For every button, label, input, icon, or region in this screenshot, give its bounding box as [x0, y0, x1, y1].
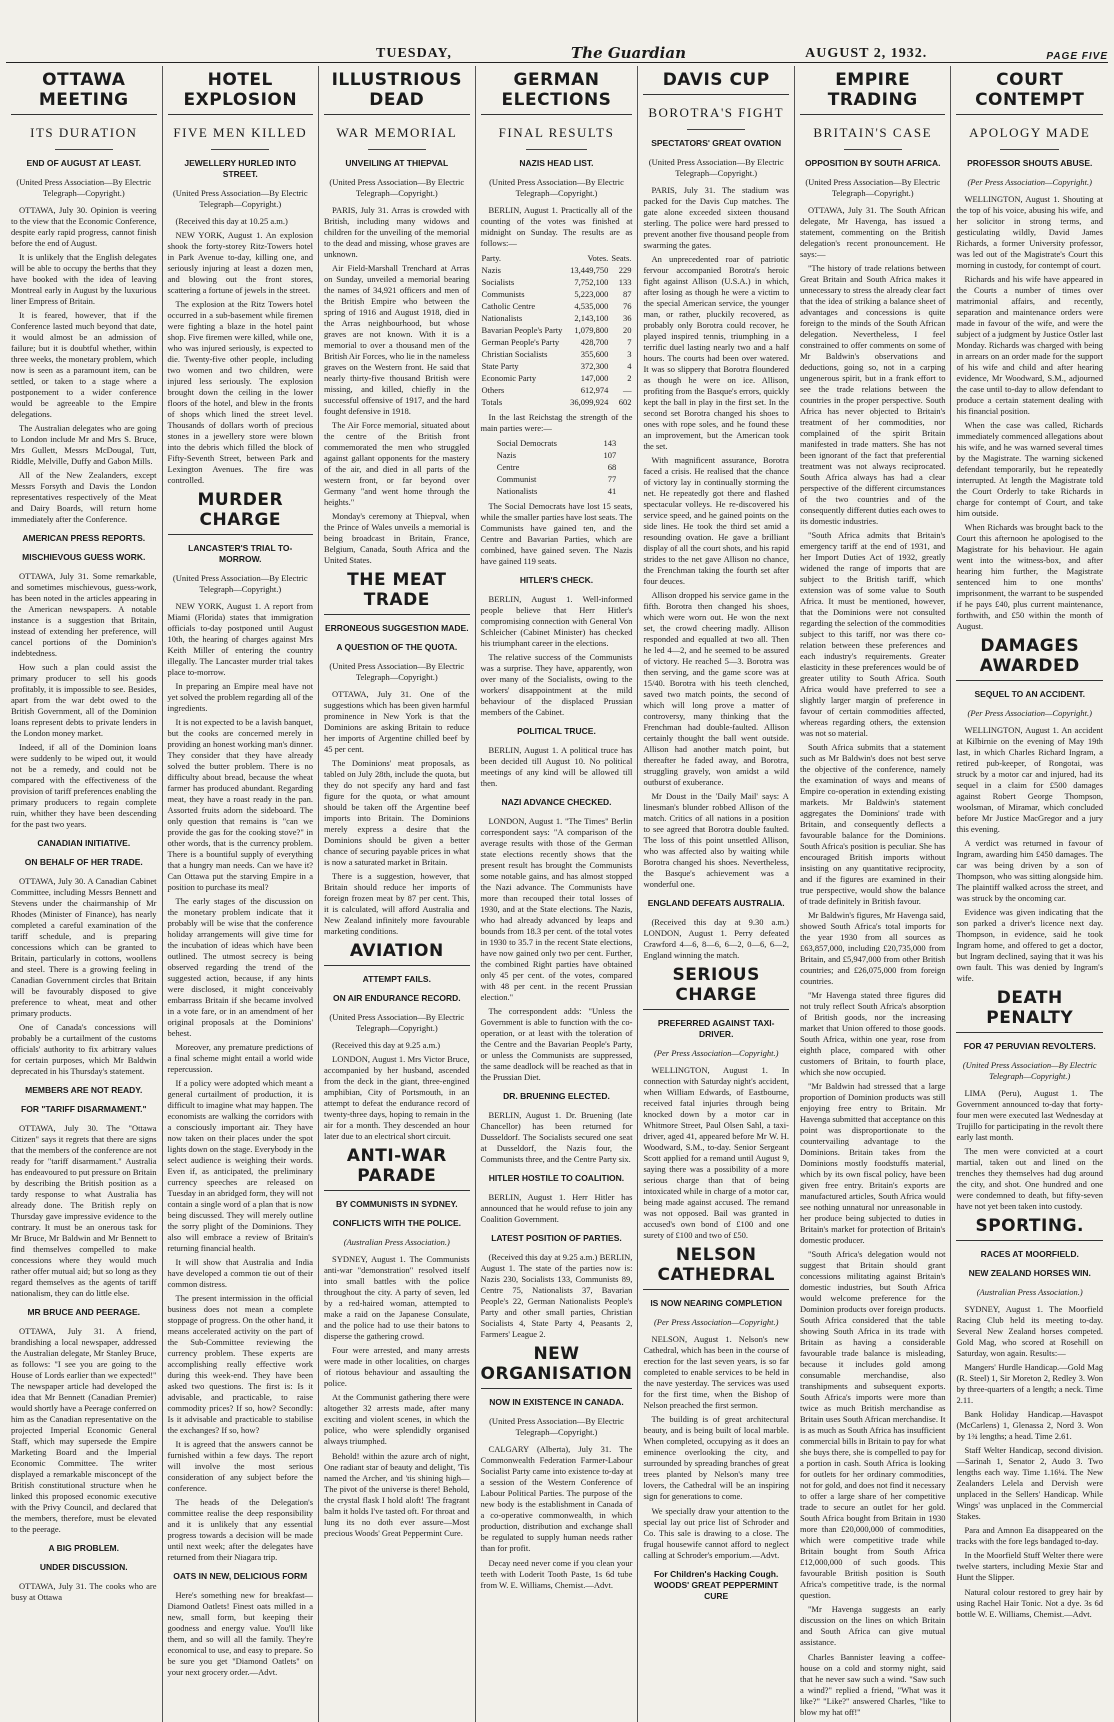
column-davis	[638, 66, 795, 1722]
paragraph: (Received this day at 9.25 a.m.) BERLIN, August 1. The state of the parties now is: Nazis 230, Socialists 133, Communists 89, Centre 75, Nationalists 37, Bavarian People's 22, German Nationalists People's Party and other small parties, Christian Socialists 4, State Party 4, Peasants 2, Farmers' League 2.	[480, 1252, 633, 1339]
paragraph: (Received this day at 9.30 a.m.) LONDON, August 1. Perry defeated Crawford 4—6, 8—6, 6—2, 0—6, 6—2, England winning the match.	[643, 917, 789, 960]
headline: MURDER CHARGE	[168, 490, 314, 535]
paragraph: NEW YORK, August 1. A report from Miami (Florida) states that immigration officials to-day postponed until August 10th, the hearing of charges against Mrs Keith Miller of entering the country illegally. The Lancaster murder trial takes place to-morrow.	[167, 601, 314, 677]
credit-line: (Per Press Association—Copyright.)	[967, 177, 1092, 187]
paragraph: BERLIN, August 1. Herr Hitler has announced that he would refuse to join any Coalition Government.	[480, 1192, 633, 1224]
paragraph: PARIS, July 31. The stadium was packed for the Davis Cup matches. The gate alone exceeded sixteen thousand sterling. The police were hard pressed to prevent another five thousand people from swarming the gates.	[643, 185, 789, 250]
paragraph: "South Africa admits that Britain's emergency tariff at the end of 1931, and her Import Duties Act of 1932, greatly widened the range of imports that are subject to the British tariff, which extension was of some value to South Africa. It must be mentioned, however, that the Dominions were not consulted regarding the selection of the commodities subject to this tariff, nor was there co-relation between these preferences and each industry's requirements. Greater elasticity in these preferences would be of greater utility to South Africa. South Africa would have preferred to see a slightly larger margin of preference in favour of certain commodities affected, whereas regarding others, the extension was not so material.	[799, 530, 946, 738]
columns	[6, 66, 1108, 1717]
section-heading: FOR "TARIFF DISARMAMENT."	[21, 1104, 147, 1114]
votes-cell: 355,600	[580, 349, 609, 359]
paragraph: OTTAWA, July 30. A Canadian Cabinet Committee, including Messrs Bennett and Stevens under the chairmanship of Mr Rhodes (Minister of Finance), has nearly completed a careful examination of the tariff schedule, and is preparing concessions which can be granted to Britain, particularly in cottons, woollens and steel. There is a growing feeling in Canadian Government circles that Britain will be favourably disposed to give preference to wheat, meat and other primary products.	[11, 876, 157, 1018]
seats-cell: 36	[622, 313, 632, 323]
rule	[844, 149, 902, 150]
paragraph: With magnificent assurance, Borotra faced a crisis. He realised that the chance of victory lay in continually storming the net. He repeatedly got there and flashed spectacular volleys. He re-discovered his service speed, and he gained points on the side lines. He took the third set amid a resounding ovation. He gave a brilliant display of all the court shots, and his rapid strides to the net gave Allison no chance, the Frenchman taking the fourth set after four deuces.	[643, 455, 789, 586]
votes-cell: 7,752,100	[574, 277, 609, 287]
credit-line: (United Press Association—By Electric Telegraph—Copyright.)	[172, 188, 308, 209]
paragraph: The heads of the Delegation's committee realise the deep responsibility and it is unlikely that any essential progress towards a decision will be made until next week; after the delegates have returned from their Niagara trip.	[167, 1497, 314, 1562]
advertisement-hair-tonic	[956, 1587, 1103, 1620]
subheading: SEQUEL TO AN ACCIDENT.	[974, 689, 1085, 699]
table-row	[481, 348, 633, 360]
credit-line: (United Press Association—By Electric Telegraph—Copyright.)	[329, 1012, 465, 1033]
paragraph: Richards and his wife have appeared in the Courts a number of times over matrimonial affairs, and recently, separation and maintenance orders were made in favour of the wife, and were the subject of a judgment by Justice Ostler last Monday. Richards was charged with being in arrears on an order made for the support of his wife and child and after hearing evidence, Mr Woodward, S.M., adjourned the case until to-day to allow defendant to produce a certain statement dealing with his financial position.	[956, 274, 1103, 416]
section-heading: AMERICAN PRESS REPORTS.	[22, 533, 146, 543]
advertisement-tooth-paste	[481, 1558, 633, 1591]
paragraph: South Africa submits that a statement such as Mr Baldwin's does not best serve the objective of the conference, namely the examination of ways and means of Empire co-operation in extending existing markets. Mr Baldwin's statement aggregates the Dominions' trade with Britain, and consequently deflects a favourable balance for the Dominions. South Africa's position is peculiar. She has encouraged British imports without insisting on any quantitative reciprocity, and if the figures are examined in their true perspective, would show the balance of trade definitely in British favour.	[799, 742, 946, 906]
section-heading: UNDER DISCUSSION.	[39, 1562, 128, 1572]
credit-line: (United Press Association—By Electric Telegraph—Copyright.)	[489, 1416, 624, 1437]
votes-cell: 2,143,100	[574, 313, 609, 323]
section-heading: MR BRUCE AND PEERAGE.	[27, 1307, 141, 1317]
paragraph: There is a suggestion, however, that Britain should reduce her imports of foreign frozen meat by 87 per cent. This, it is calculated, will afford Australia and New Zealand infinitely more favourable marketing conditions.	[324, 871, 470, 936]
seats-cell: 76	[622, 301, 632, 311]
ad-text: Behold! within the azure arch of night, One radiant star of beauty and delight, 'Tis named the Archer, and 'tis shining high—The pivot of the universe is there! Behold, the crystal flask I hold aloft! The fragrant balm it holds I've tasted oft. For throat and lung its no doth ever assure—Most precious Woods' Great Peppermint Cure.	[324, 1451, 470, 1538]
seats-cell: 7	[627, 337, 632, 347]
party-cell: Economic Party	[481, 373, 537, 383]
advertisement-peppermint-cure	[324, 1451, 470, 1539]
subheading: BOROTRA'S FIGHT	[648, 105, 785, 120]
subheading: ITS DURATION	[30, 125, 138, 140]
paragraph: In the Moorfield Stuff Welter there were twelve starters, including Mexie Star and Hunt the Slipper.	[956, 1550, 1103, 1582]
paragraph: OTTAWA, July 31. Some remarkable, and sometimes mischievous, guess-work, has been noted in the articles appearing in the American newspapers. A notable instance is a suggestion that Britain, instead of extending her preference, will cancel portions of the Dominion's indebtedness.	[11, 571, 157, 658]
paragraph: "The history of trade relations between Great Britain and South Africa makes it unnecessary to stress the already clear fact that the idea of striking a balance sheet of advantages and concessions is quite foreign to the minds of the South African delegation. Nevertheless, I feel constrained to offer comments on some of Mr Baldwin's observations and deductions, going so, not in a carping ungenerous spirit, but in a frank effort to see the trade relations between the countries in the proper perspective. South Africa has never objected to Britain's treatment of her commodities, nor complained of the spirit Britain manifested in trade matters. She has not been ignorant of the fact that preferential treatment was not always reciprocated. South Africa always has had a clear perspective of the different circumstances of the two countries and of the consequently different duties each owes to its domestic industries.	[799, 263, 946, 526]
paragraph: NELSON, August 1. Nelson's new Cathedral, which has been in the course of erection for the last seven years, is so far completed to enable services to be held in the nave yesterday. The services was used for the first time, when the Bishop of Nelson preached the first sermon.	[643, 1334, 789, 1410]
table-row	[481, 336, 633, 348]
rule	[55, 149, 113, 150]
article-anti-war-parade	[324, 1146, 470, 1447]
votes-cell: 4,535,000	[574, 301, 609, 311]
subheading: FOR 47 PERUVIAN REVOLTERS.	[963, 1041, 1096, 1051]
election-results-table	[481, 252, 633, 408]
section-heading: A BIG PROBLEM.	[48, 1543, 120, 1553]
subheading: JEWELLERY HURLED INTO STREET.	[184, 158, 297, 179]
ad-text: Decay need never come if you clean your teeth with Loderit Tooth Paste, 1s 6d tube from W. E. Williams, Chemist.—Advt.	[480, 1558, 633, 1590]
headline: HOTEL EXPLOSION	[168, 70, 314, 115]
headline: AVIATION	[324, 941, 470, 966]
votes-cell: 612,974	[580, 385, 609, 395]
seats-cell: 229	[618, 265, 632, 275]
credit-line: (United Press Association—By Electric Telegraph—Copyright.)	[172, 573, 308, 594]
article-german-elections	[481, 70, 633, 1340]
paragraph: Moreover, any premature predictions of a final scheme might entail a world wide repercussion.	[167, 1042, 314, 1074]
article-meat-trade	[324, 570, 470, 937]
ad-text: Natural colour restored to grey hair by using Rachel Hair Tonic. Not a dye. 3s 6d bottle W. E. Williams, Chemist.—Advt.	[956, 1587, 1103, 1619]
subheading: ATTEMPT FAILS.	[362, 974, 431, 984]
table-row	[481, 252, 633, 264]
paragraph: The Social Democrats have lost 15 seats, while the smaller parties have lost seats. The Communists have gained ten, and the Centre and Bavarian Parties, which are combined, have gained seven. The Nazis have gained 119 seats.	[480, 501, 633, 566]
article-nelson-cathedral	[643, 1245, 789, 1502]
headline: NEW ORGANISATION	[481, 1344, 633, 1389]
paragraph: Evidence was given indicating that the son parked a driver's licence next day. Thompson, in evidence, said he took Ingram home, and offered to get a doctor, but Ingram declined, saying that it was his own fault. This was denied by Ingram's wife.	[956, 907, 1103, 983]
credit-line: (United Press Association—By Electric Telegraph—Copyright.)	[329, 661, 465, 682]
paragraph: All of the New Zealanders, except Messrs Forsyth and Davis the London representatives respectively of the Meat and Dairy Boards, will return home immediately after the Conference.	[11, 470, 157, 524]
paragraph: The present intermission in the official business does not mean a complete stoppage of progress. On the other hand, it means accelerated activity on the part of the Sub-Committee reviewing the currency problem. These experts are accomplishing really effective work during this week-end. They have been asked two questions. The first is: Is it advisable, and practicable, to raise commodity prices? If so, how? Secondly: Is it advisable and practicable to stabilise the exchanges? If so, how?	[167, 1293, 314, 1435]
rule	[687, 129, 745, 130]
credit-line: (Per Press Association—Copyright.)	[653, 1317, 779, 1327]
paragraph: "Mr Baldwin had stressed that a large proportion of Dominion products was still enjoying free entry to Britain. Mr Havenga submitted that acceptance on this point was disproportionate to the countervailing advantage to the Dominions. Britain takes from the Dominions mostly foodstuffs material, which by its own fiscal policy, have been given free entry. Britain's exports are manufactured articles, South Africa would see nothing unnatural nor unreasonable in her produce being subjected to duties in Britain's market for protection of Britain's domestic producer.	[799, 1081, 946, 1245]
section-heading: LATEST POSITION OF PARTIES.	[491, 1233, 622, 1243]
paragraph: (Received this day at 10.25 a.m.)	[175, 216, 288, 226]
seats-cell: 20	[622, 325, 632, 335]
table-row	[481, 300, 633, 312]
seats-cell: 602	[618, 397, 632, 407]
paragraph: One of Canada's concessions will probably be a curtailment of the customs officials' authority to fix arbitrary values for certain purposes, which Mr Baldwin deprecated in his Thursday's statement.	[11, 1022, 157, 1076]
subheading: BRITAIN'S CASE	[813, 125, 933, 140]
section-heading: HITLER HOSTILE TO COALITION.	[488, 1173, 625, 1183]
votes-cell: 13,449,750	[570, 265, 609, 275]
paragraph: OTTAWA, July 31. A friend, brandishing a local newspaper, addressed the Australian delegate, Mr Stanley Bruce, as follows: "I see you are going to the House of Lords earlier than we expected!" The newspaper article had developed the idea that Mr Bennett (Canadian Premier) would shortly have a Peerage conferred on him as the Canadian representative on the projected Imperial Economic General Staff, which may supersede the Empire Marketing Board and the Imperial Economic Committee. The writer displayed a remarkable misconcept of the British constitutional structure when he linked this proposed economic executive with the Privy Council, and declared that the members, therefore, must be elevated to the peerage.	[11, 1326, 157, 1534]
headline: COURT CONTEMPT	[956, 70, 1103, 115]
ad-text: Charles Bannister leaving a coffee-house on a cold and stormy night, said that he never saw such a wind. "Saw such a wind?" replied a friend, "What was it like?" "Like?" answered Charles, "like to blow my hat off!"	[799, 1652, 946, 1717]
ad-text: Here's something new for breakfast—Diamond Oatlets! Finest oats milled in a new, small form, but keeping their goodness and energy value. You'll like them, and so will all the family. They're economical to use, and easy to prepare. So be sure you get "Diamond Oatlets" on your next grocery order.—Advt.	[167, 1590, 314, 1677]
paragraph: BERLIN, August 1. Practically all of the counting of the votes was finished at midnight on Sunday. The results are as follows:—	[480, 205, 633, 248]
paragraph: CALGARY (Alberta), July 31. The Commonwealth Federation Farmer-Labour Socialist Party came into existence to-day at a session of the Western Conference of Labour Political Parties. The purpose of the new body is the establishment in Canada of a co-operative commonwealth, in which production, distribution and exchange shall be regulated to supply human needs rather than for profit.	[480, 1444, 633, 1553]
subheading: NOW IN EXISTENCE IN CANADA.	[489, 1397, 624, 1407]
paragraph: SYDNEY, August 1. The Moorfield Racing Club held its meeting to-day. Several New Zealand horses competed. Gold Mag, who scored at Rosehill on Saturday, won again. Results:—	[956, 1304, 1103, 1358]
credit-line: (Australian Press Association.)	[976, 1287, 1083, 1297]
paragraph: WELLINGTON, August 1. Shouting at the top of his voice, abusing his wife, and her solicitor in strong terms, and gesticulating wildly, David James Richards, a former University professor, was led out of the Magistrate's Court this morning in custody, for contempt of court.	[956, 194, 1103, 270]
section-heading: MEMBERS ARE NOT READY.	[25, 1085, 143, 1095]
column-hotel	[163, 66, 320, 1722]
seats-cell: 133	[618, 277, 632, 287]
paragraph: "South Africa's delegation would not suggest that Britain should grant concessions militating against Britain's domestic industries, but South Africa would welcome preference for the Dominion products over foreign products. South Africa considered that the table showing South Africa in its trade with Britain as having a considerable favourable trade balance is misleading, because it includes gold among consumable merchandise, also transhipments and subsequent exports. South Africa's imports were more than twice as much British merchandise as Britain uses South African merchandise. It is as much as South Africa has insufficient commercial bills in Britain to pay for what she buys there, she is compelled to pay for a portion in cash. South Africa is looking for outlets for her ordinary commodities, not for gold, and does not find it necessary to offer a large share of her competitive trade to secure an outlet for her gold. South Africa bought from Britain in 1930 more than £20,000,000 of commodities, which were competitive trade while Britain bought from South Africa £12,000,000 of such goods. This favourable British position is South Africa's competitive trade, is the normal question.	[799, 1249, 946, 1600]
article-ottawa-meeting	[11, 70, 157, 1603]
party-cell: Party.	[481, 253, 502, 263]
table-row	[496, 485, 618, 497]
paragraph: LONDON, August 1. "The Times" Berlin correspondent says: "A comparison of the average results with those of the German state elections recently shows that the present result has brought the Communists some notable gains, and has almost stopped the Nazi advance. The Communists have more than recouped their total losses of 1930, and at the State elections. The Nazis, who had already advanced by leaps and bounds from 18.3 per cent. of the total votes in 1930 to 35.7 in the recent State elections, have now gained only two per cent. Further, the combined Right parties have obtained only 45 per cent. of the votes, compared with 48 per cent. in the recent Prussian election."	[480, 816, 633, 1002]
article-davis-cup	[643, 70, 789, 961]
ad-heading: For Children's Hacking Cough. WOODS' GREAT PEPPERMINT CURE	[654, 1569, 779, 1601]
credit-line: (United Press Association—By Electric Telegraph—Copyright.)	[962, 1060, 1097, 1081]
party-cell: Communists	[481, 289, 525, 299]
party-cell: Nationalists	[496, 486, 538, 496]
headline: ANTI-WAR PARADE	[324, 1146, 470, 1191]
masthead-paper-title: The Guardian	[571, 44, 686, 62]
article-new-organisation	[481, 1344, 633, 1554]
table-row	[481, 396, 633, 408]
headline: SPORTING.	[956, 1216, 1103, 1241]
paragraph: LONDON, August 1. Mrs Victor Bruce, accompanied by her husband, ascended from the deck in the giant, three-engined amphibian, City of Portsmouth, in an attempt to defeat the endurance record of twenty-three days, hoping to remain in the air for a month. They descended an hour later due to an electrical short circuit.	[324, 1054, 470, 1141]
subheading: WAR MEMORIAL	[336, 125, 458, 140]
party-cell: Communist	[496, 474, 537, 484]
table-row	[496, 437, 618, 449]
article-death-penalty	[956, 988, 1103, 1212]
seats-cell: —	[622, 385, 632, 395]
paragraph: Bank Holiday Handicap.—Havaspot (McCarlens) 1, Glenassa 2, Nord 3. Won by 1¾ lengths; a head. Time 2.61.	[956, 1409, 1103, 1441]
reichstag-strength-table	[496, 437, 618, 497]
section-heading: POLITICAL TRUCE.	[517, 726, 596, 736]
article-sporting	[956, 1216, 1103, 1583]
subheading: RACES AT MOORFIELD.	[980, 1249, 1079, 1259]
votes-cell: Votes.	[587, 253, 609, 263]
seats-cell: 41	[607, 486, 617, 496]
advertisement-bannister	[800, 1652, 946, 1718]
seats-cell: 77	[607, 474, 617, 484]
headline: ILLUSTRIOUS DEAD	[324, 70, 470, 115]
section-heading: MISCHIEVOUS GUESS WORK.	[22, 552, 146, 562]
party-cell: Catholic Centre	[481, 301, 536, 311]
party-cell: Christian Socialists	[481, 349, 548, 359]
paragraph: It is feared, however, that if the Conference lasted much beyond that date, it would almost be an admission of failure; but it is doubtful whether, within three weeks, the monetary problem, which now is seen as a paramount item, can be settled, or taken to a stage where a postponement to a wider conference would be agreeable to the Empire delegations.	[11, 310, 157, 419]
headline: OTTAWA MEETING	[11, 70, 157, 115]
paragraph: It is not expected to be a lavish banquet, but the cooks are concerned merely in providing an honest working man's dinner. They consider that they have already solved the butter problem. There is no difficulty about bread, because the wheat farmer has produced abundant. Regarding meat, they have a roast ready in the pan. Assorted fruits adorn the sideboard. The only question that remains is "can we provide the gas for the cooking stove?" in other words, that is the currency problem. There is a bountiful supply of everything that a hungry man needs. Can we have it? Can Ottawa put the starving Empire in a position to purchase its meal?	[167, 717, 314, 892]
credit-line: (United Press Association—By Electric Telegraph—Copyright.)	[329, 177, 465, 198]
article-hotel-explosion	[168, 70, 314, 486]
paragraph: Para and Amnon Ea disappeared on the tracks with the fore legs bandaged to-day.	[956, 1525, 1103, 1546]
rule	[211, 149, 269, 150]
party-cell: German People's Party	[481, 337, 560, 347]
subheading: OPPOSITION BY SOUTH AFRICA.	[804, 158, 941, 168]
subheading: APOLOGY MADE	[969, 125, 1091, 140]
paragraph: An unprecedented roar of patriotic fervour accompanied Borotra's heroic fight against Allison (U.S.A.) in which, after losing as though he were a victim to the special American service, the younger man, or rather, pluckily recovered, as probably only Borotra could recover, he played inspired tennis, triumphing in a terrific duel lasting nearly two and a half hours. The courts had been over watered. It was so slippery that Borotra floundered as though he were on ice. Allison, profiting from the Basque's errors, quickly kept the ball in play in the first set. In the second set Borotra changed his shoes to ones with rope soles, and he found these an improvement, but the American took the set.	[643, 254, 789, 451]
paragraph: The relative success of the Communists was a surprise. They have, apparently, won over many of the Socialists, owing to the workers' disappointment at the mild behaviour of the displaced Prussian members of the Cabinet.	[480, 652, 633, 717]
subheading: A QUESTION OF THE QUOTA.	[336, 642, 458, 652]
headline: SERIOUS CHARGE	[643, 965, 789, 1010]
paragraph: The Dominions' meat proposals, as tabled on July 28th, include the quota, but they do not specify any hard and fast figure for the quota, or what amount should be taken off the Argentine beef imports into Britain. The Dominions merely express a desire that the Dominions should be given a better chance of securing payable prices in what is now a saturated market in Britain.	[324, 758, 470, 867]
subheading: END OF AUGUST AT LEAST.	[26, 158, 141, 168]
party-cell: Nationalists	[481, 313, 523, 323]
paragraph: When the case was called, Richards immediately commenced allegations about his wife, and he was warned several times by the Magistrate. The warning sickened defendant temporarily, but he repeatedly interrupted. At length the Magistrate told the Court Orderly to take Richards in charge for contempt of Court, and take him outside.	[956, 420, 1103, 518]
table-row	[496, 449, 618, 461]
paragraph: A verdict was returned in favour of Ingram, awarding him £450 damages. The car was being driven by a son of Thompson, who was sitting alongside him. The plaintiff walked across the street, and was struck by the oncoming car.	[956, 838, 1103, 903]
paragraph: BERLIN, August 1. A political truce has been decided till August 10. No political meetings of any kind will be allowed till then.	[480, 745, 633, 788]
paragraph: The early stages of the discussion on the monetary problem indicate that it probably will be wise that the conference holiday arrangements will give time for the incubation of ideas which have been outlined. The utmost secrecy is being observed regarding the trend of the suggested action, because, if any hints were disclosed, it might conceivably embarrass Britain if she became involved in a vote fare, or in an amendment of her original proposals at the Dominions' behest.	[167, 896, 314, 1038]
paragraph: How such a plan could assist the primary producer to sell his goods profitably, it is impossible to see. Besides, apart from the war debt owed to the British Government, all of the Dominion loans represent debts to private lenders in the London money market.	[11, 662, 157, 738]
votes-cell: 1,079,800	[574, 325, 609, 335]
paragraph: OTTAWA, July 31. The South African delegate, Mr Havenga, has issued a statement, commenting on the British delegation's recent pronouncement. He says:—	[799, 205, 946, 259]
paragraph: If a policy were adopted which meant a general curtailment of production, it is difficult to imagine what may happen. The economists are walking the corridors with a consciously important air. They have now taken on their places under the spot lights down on the stage. Everybody in the select audience is weighing their words. Even if, as anticipated, the preliminary currency speeches are released on Tuesday in an abridged form, they will not contain a single word of a plan that is now being discussed. They will merely outline the sorry plight of the Dominions. They also will embrace a review of Britain's returning financial health.	[167, 1078, 314, 1253]
paragraph: BERLIN, August 1. Dr. Bruening (late Chancellor) has been returned for Dusseldorf. The Socialists secured one seat at Dusseldorf, the Nazis four, the Communists three, and the Centre Party six.	[480, 1110, 633, 1164]
credit-line: (United Press Association—By Electric Telegraph—Copyright.)	[805, 177, 941, 198]
paragraph: The explosion at the Ritz Towers hotel occurred in a sub-basement while firemen were fighting a blaze in the hotel paint shop. Five firemen were killed, while one, who was injured seriously, is expected to die. Twenty-five other people, including two women and two children, were injured less seriously. The explosion brought down the ceiling in the lower floors of the hotel, and blew in the fronts of shops which lined the street level. Thousands of dollars worth of precious stones in a jewellery store were blown into the debris which filled the block of Fifty-Seventh Street, between Park and Lexington Avenues. The fire was controlled.	[167, 299, 314, 485]
masthead	[6, 38, 1108, 63]
table-row	[496, 473, 618, 485]
table-row	[481, 312, 633, 324]
paragraph: The correspondent adds: "Unless the Government is able to function with the co-operation, or at least with the toleration of the Centre and the Bavarian People's Party, or unless the Communists are suppressed, the same deadlock will be reached as that in the Prussian Diet.	[480, 1006, 633, 1082]
table-row	[481, 264, 633, 276]
article-murder-charge	[168, 490, 314, 1563]
masthead-page-number: PAGE FIVE	[1046, 51, 1108, 62]
advertisement-oats	[168, 1571, 314, 1678]
seats-cell: 3	[627, 349, 632, 359]
paragraph: WELLINGTON, August 1. An accident at Kilbirnie on the evening of May 19th last, in which Charles Richard Ingram, a retired pub-keeper, of Rongotai, was struck by a motor car and injured, had its sequel in a claim for £500 damages against Robert George Thompson, woolsman, of Miramar, which concluded before Mr Justice MacGregor and a jury this evening.	[956, 725, 1103, 834]
rule	[1000, 149, 1059, 150]
subheading: BY COMMUNISTS IN SYDNEY.	[335, 1199, 458, 1209]
paragraph: OTTAWA, July 31. One of the suggestions which has been given harmful prominence in New York is that the Dominions are asking Britain to reduce her imports of Argentine chilled beef by 45 per cent.	[324, 689, 470, 754]
advertisement-schroder	[643, 1506, 789, 1602]
section-heading: HITLER'S CHECK.	[519, 575, 594, 585]
paragraph: Four were arrested, and many arrests were made in other localities, on charges of riotous behaviour and assaulting the police.	[324, 1345, 470, 1388]
party-cell: Nazis	[496, 450, 517, 460]
table-row	[496, 461, 618, 473]
headline: GERMAN ELECTIONS	[481, 70, 633, 115]
credit-line: (United Press Association—By Electric Telegraph—Copyright.)	[648, 157, 784, 178]
paragraph: OTTAWA, July 30. The "Ottawa Citizen" says it regrets that there are signs that the members of the conference are not ready for "tariff disarmament." Australia has endeavoured to put pressure on Britain by describing the British position as a tardy response to what Australia has already done. The British reply on Thursday gave impressive evidence to the contrary. It must be an onerous task for Mr Bruce, Mr Baldwin and Mr Bennett to find themselves compelled to make concessions where they would much rather offer mutual aid; but so long as they regard themselves as the agents of tariff nationalism, they can do little else.	[11, 1123, 157, 1298]
votes-cell: 5,223,000	[574, 289, 609, 299]
seats-cell: 4	[627, 361, 632, 371]
paragraph: "Mr Havenga stated three figures did not truly reflect South Africa's absorption of British goods, nor the increasing market that Union offered to those goods. South Africa, within one year, rose from eighth place, compared with other customers of Britain, to fourth place, which she now occupied.	[799, 990, 946, 1077]
votes-cell: 36,099,924	[570, 397, 609, 407]
party-cell: Nazis	[481, 265, 501, 275]
paragraph: SYDNEY, August 1. The Communists anti-war "demonstration" resolved itself into small battles with the police throughout the city. A party of seven, led by a red-haired woman, attempted to make a raid on the Japanese Consulate, and the police had to use their batons to disperse the gathering crowd.	[324, 1254, 470, 1341]
paragraph: Mr Baldwin's figures, Mr Havenga said, showed South Africa's total imports for the year 1930 from all sources as £63,857,000, including £20,735,000 from Britain, and £5,947,000 from other British countries; and £26,075,000 from foreign countries.	[799, 910, 946, 986]
paragraph: It is agreed that the answers cannot be furnished within a few days. The report will involve the most serious consideration of any subject before the conference.	[167, 1439, 314, 1493]
credit-line: (United Press Association—By Electric Telegraph—Copyright.)	[489, 177, 624, 198]
subheading: ERRONEOUS SUGGESTION MADE.	[325, 623, 469, 633]
votes-cell: 147,000	[580, 373, 609, 383]
section-heading: ENGLAND DEFEATS AUSTRALIA.	[647, 898, 785, 908]
article-aviation	[324, 941, 470, 1142]
paragraph: Mangers' Hurdle Handicap.—Gold Mag (R. Steel) 1, Sir Moreton 2, Redley 3. Won by three-quarters of a length; a neck. Time 2.11.	[956, 1362, 1103, 1405]
seats-cell: 143	[603, 438, 617, 448]
headline: DAVIS CUP	[643, 70, 789, 95]
subheading: PREFERRED AGAINST TAXI-DRIVER.	[657, 1018, 775, 1039]
table-row	[481, 360, 633, 372]
paragraph: Mr Doust in the 'Daily Mail' says: A linesman's blunder robbed Allison of the match. Critics of all nations in a position to see agreed that Borotra double faulted. The loss of this point unsettled Allison, who was affected also by waiting while Borotra changed his shoes. Nevertheless, the Basque's achievement was a wonderful one.	[643, 791, 789, 889]
paragraph: Indeed, if all of the Dominion loans were suddenly to be wiped out, it would not be a remedy, and could not be compared with the effectiveness of the provision of tariff preferences enabling the primary producers to regain complete ruin, whither they have been descending for the past two years.	[11, 742, 157, 829]
paragraph: "Mr Havenga suggests an early discussion on the lines on which Britain and South Africa can give mutual assistance.	[799, 1604, 946, 1647]
paragraph: (Received this day at 9.25 a.m.)	[332, 1040, 441, 1050]
subheading: NEW ZEALAND HORSES WIN.	[968, 1268, 1091, 1278]
section-heading: CANADIAN INITIATIVE.	[37, 838, 131, 848]
headline: NELSON CATHEDRAL	[643, 1245, 789, 1290]
ad-heading: OATS IN NEW, DELICIOUS FORM	[173, 1571, 308, 1581]
party-cell: State Party	[481, 361, 519, 371]
credit-line: (Australian Press Association.)	[343, 1237, 450, 1247]
headline: DEATH PENALTY	[956, 988, 1103, 1033]
subheading: SPECTATORS' GREAT OVATION	[651, 138, 782, 148]
masthead-date: AUGUST 2, 1932.	[805, 46, 928, 61]
paragraph: At the Communist gathering there were altogether 32 arrests made, after many exciting and violent scenes, in which the police, who were splendidly organised always triumphed.	[324, 1392, 470, 1446]
paragraph: The building is of great architectural beauty, and is being built of local marble. When completed, occupying as it does an eminence overlooking the city, and surrounded by spreading branches of great trees planted by Nelson's many tree lovers, the Cathedral will be an inspiring sign for generations to come.	[643, 1414, 789, 1501]
subheading: PROFESSOR SHOUTS ABUSE.	[967, 158, 1093, 168]
section-heading: ON BEHALF OF HER TRADE.	[24, 857, 143, 867]
seats-cell: 87	[622, 289, 632, 299]
party-cell: Socialists	[481, 277, 515, 287]
paragraph: WELLINGTON, August 1. In connection with Saturday night's accident, when William Edwards, of Eastbourne, received fatal injuries through being knocked down by a motor car in Whitmore Street, Paul Olsen Sahl, a taxi-driver, aged 41, appeared before Mr W. H. Woodward, S.M., to-day. Senior Sergeant Scott applied for a remand until August 9, saying there was a possibility of a more serious charge than that of being intoxicated while in charge of a motor car, being made against accused. The remand was not opposed. Bail was granted in accused's own bond of £100 and one surety of £100 and two of £50.	[643, 1065, 789, 1240]
paragraph: Allison dropped his service game in the fifth. Borotra then changed his shoes, which were worn out. He won the next set, the crowd cheering madly. Allison responded and equalled at two all. Then he led 4—2, and he seemed to be assured of victory. He reached 5—3. Borotra was then serving, and the game score was at 15/40. Borotra with his teeth clenched, saved two match points, the second of which will long prove a matter of controversy, many thinking that the Frenchman had double-faulted. Allison certainly thought the ball went outside. Allison had another match point, but thereafter he faded away, and Borotra, struggling gravely, won amidst a wild outburst of exuberance.	[643, 590, 789, 787]
credit-line: (United Press Association—By Electric Telegraph—Copyright.)	[16, 177, 152, 198]
column-ottawa	[6, 66, 163, 1722]
paragraph: PARIS, July 31. Arras is crowded with British, including many widows and children for the unveiling of the memorial to the dead and missing, whose graves are unknown.	[324, 205, 470, 259]
paragraph: When Richards was brought back to the Court this afternoon he apologised to the Magistrate for his behaviour. He again went into the witness-box, and after hearing him further, the Magistrate sentenced him to one months' imprisonment, the warrant to be suspended if he pays £40, plus current maintenance, forthwith, and £50 within the month of August.	[956, 522, 1103, 631]
seats-cell: 2	[627, 373, 632, 383]
paragraph: BERLIN, August 1. Well-informed people believe that Herr Hitler's compromising connection with General Von Schleicher (Cabinet Minister) has checked his triumphant career in the elections.	[480, 594, 633, 648]
article-empire-trading	[800, 70, 946, 1648]
column-german	[476, 66, 639, 1722]
party-cell: Centre	[496, 462, 520, 472]
subheading: FINAL RESULTS	[498, 125, 615, 140]
column-empire	[795, 66, 952, 1722]
strength-table-body	[496, 437, 618, 497]
subheading: UNVEILING AT THIEPVAL	[345, 158, 449, 168]
seats-cell: 107	[603, 450, 617, 460]
masthead-day: TUESDAY,	[376, 46, 452, 61]
section-heading: NAZI ADVANCE CHECKED.	[501, 797, 612, 807]
paragraph: OTTAWA, July 30. Opinion is veering to the view that the Economic Conference, despite early rapid progress, cannot finish before the end of August.	[11, 205, 157, 248]
table-row	[481, 288, 633, 300]
paragraph: In the last Reichstag the strength of the main parties were:—	[480, 412, 633, 433]
seats-cell: Seats.	[611, 253, 632, 263]
table-row	[481, 372, 633, 384]
headline: THE MEAT TRADE	[324, 570, 470, 615]
column-dead	[319, 66, 476, 1722]
paragraph: Staff Welter Handicap, second division.—Sarinah 1, Senator 2, Audo 3. Two lengths each way. Time 1.16¼. The New Zealanders Lelela and Dervish were unplaced in the Sellers' Handicap. While Wings' was unplaced in the Commercial Stakes.	[956, 1445, 1103, 1521]
paragraph: Air Field-Marshall Trenchard at Arras on Sunday, unveiled a memorial bearing the names of 34,921 officers and men of the British Empire who between the spring of 1916 and August 1918, died in the Arras neighbourhood, but whose graves are not known. With it is a memorial to over a thousand men of the British Air Forces, who lie in the nameless graves on the Western front. He said that nearly thirty-five thousand British were missing, and killed, chiefly in the successful offensive of 1917, and the hard fought defensive in 1918.	[324, 263, 470, 416]
section-heading: DR. BRUENING ELECTED.	[503, 1091, 610, 1101]
article-court-contempt	[956, 70, 1103, 632]
paragraph: The men were convicted at a court martial, taken out and lined on the trenches they themselves had dug around the city, and shot. One hundred and one were condemned to death, but fifty-seven have not yet been taken into custody.	[956, 1146, 1103, 1211]
paragraph: LIMA (Peru), August 1. The Government announced to-day that forty-four men were executed last Wednesday at Trujillo for participating in the revolt there early last month.	[956, 1088, 1103, 1142]
results-table-body	[481, 252, 633, 408]
table-row	[481, 276, 633, 288]
paragraph: It will show that Australia and India have developed a common tie out of their common distress.	[167, 1257, 314, 1289]
party-cell: Social Democrats	[496, 438, 557, 448]
rule	[368, 149, 426, 150]
headline: EMPIRE TRADING	[800, 70, 946, 115]
paragraph: The Air Force memorial, situated about the centre of the British front commemorated the men who struggled against gallant opponents for the mastery of the air, and died in all parts of the western front, or far beyond over Germany "and went home through the heights."	[324, 420, 470, 507]
votes-cell: 372,300	[580, 361, 609, 371]
subheading: LANCASTER'S TRIAL TO-MORROW.	[188, 543, 293, 564]
subheading: IS NOW NEARING COMPLETION	[650, 1298, 783, 1308]
votes-cell: 428,700	[580, 337, 609, 347]
subheading: FIVE MEN KILLED	[173, 125, 308, 140]
party-cell: Others	[481, 385, 505, 395]
paragraph: NEW YORK, August 1. An explosion shook the forty-storey Ritz-Towers hotel in Park Avenue to-day, killing one, and seriously injuring at least a dozen men, and blowing out the front stores, scattering a fortune of jewels in the street.	[167, 230, 314, 295]
paragraph: It is unlikely that the English delegates will be able to occupy the berths that they have booked with the idea of leaving Montreal early in August by the luxurious liner Empress of Britain.	[11, 252, 157, 306]
credit-line: (Per Press Association—Copyright.)	[967, 708, 1092, 718]
paragraph: Monday's ceremony at Thiepval, when the Prince of Wales unveils a memorial is being broadcast in Britain, France, Belgium, Canada, South Africa and the United States.	[324, 511, 470, 565]
headline: DAMAGES AWARDED	[956, 636, 1103, 681]
article-damages-awarded	[956, 636, 1103, 984]
column-court	[951, 66, 1108, 1722]
credit-line: (Per Press Association—Copyright.)	[653, 1048, 779, 1058]
party-cell: Bavarian People's Party	[481, 325, 563, 335]
paragraph: The Australian delegates who are going to London include Mr and Mrs S. Bruce, Mrs Gullett, Messrs McDougal, Tutt, Riddle, Melville, Duffy and Gabon Mills.	[11, 423, 157, 466]
ad-text: We specially draw your attention to the special lay out price list of Schroder and Co. This sale is drawing to a close. The frugal housewife cannot afford to neglect calling at Schroder's emporium.—Advt.	[643, 1506, 789, 1560]
article-illustrious-dead	[324, 70, 470, 566]
table-row	[481, 384, 633, 396]
article-serious-charge	[643, 965, 789, 1241]
paragraph: In preparing an Empire meal have not yet solved the problem regarding all of the ingredients.	[167, 681, 314, 713]
subheading: NAZIS HEAD LIST.	[519, 158, 594, 168]
rule	[526, 149, 587, 150]
subheading: ON AIR ENDURANCE RECORD.	[332, 993, 461, 1003]
table-row	[481, 324, 633, 336]
subheading: CONFLICTS WITH THE POLICE.	[332, 1218, 462, 1228]
seats-cell: 68	[607, 462, 617, 472]
paragraph: OTTAWA, July 31. The cooks who are busy at Ottawa	[11, 1581, 157, 1602]
party-cell: Totals	[481, 397, 503, 407]
